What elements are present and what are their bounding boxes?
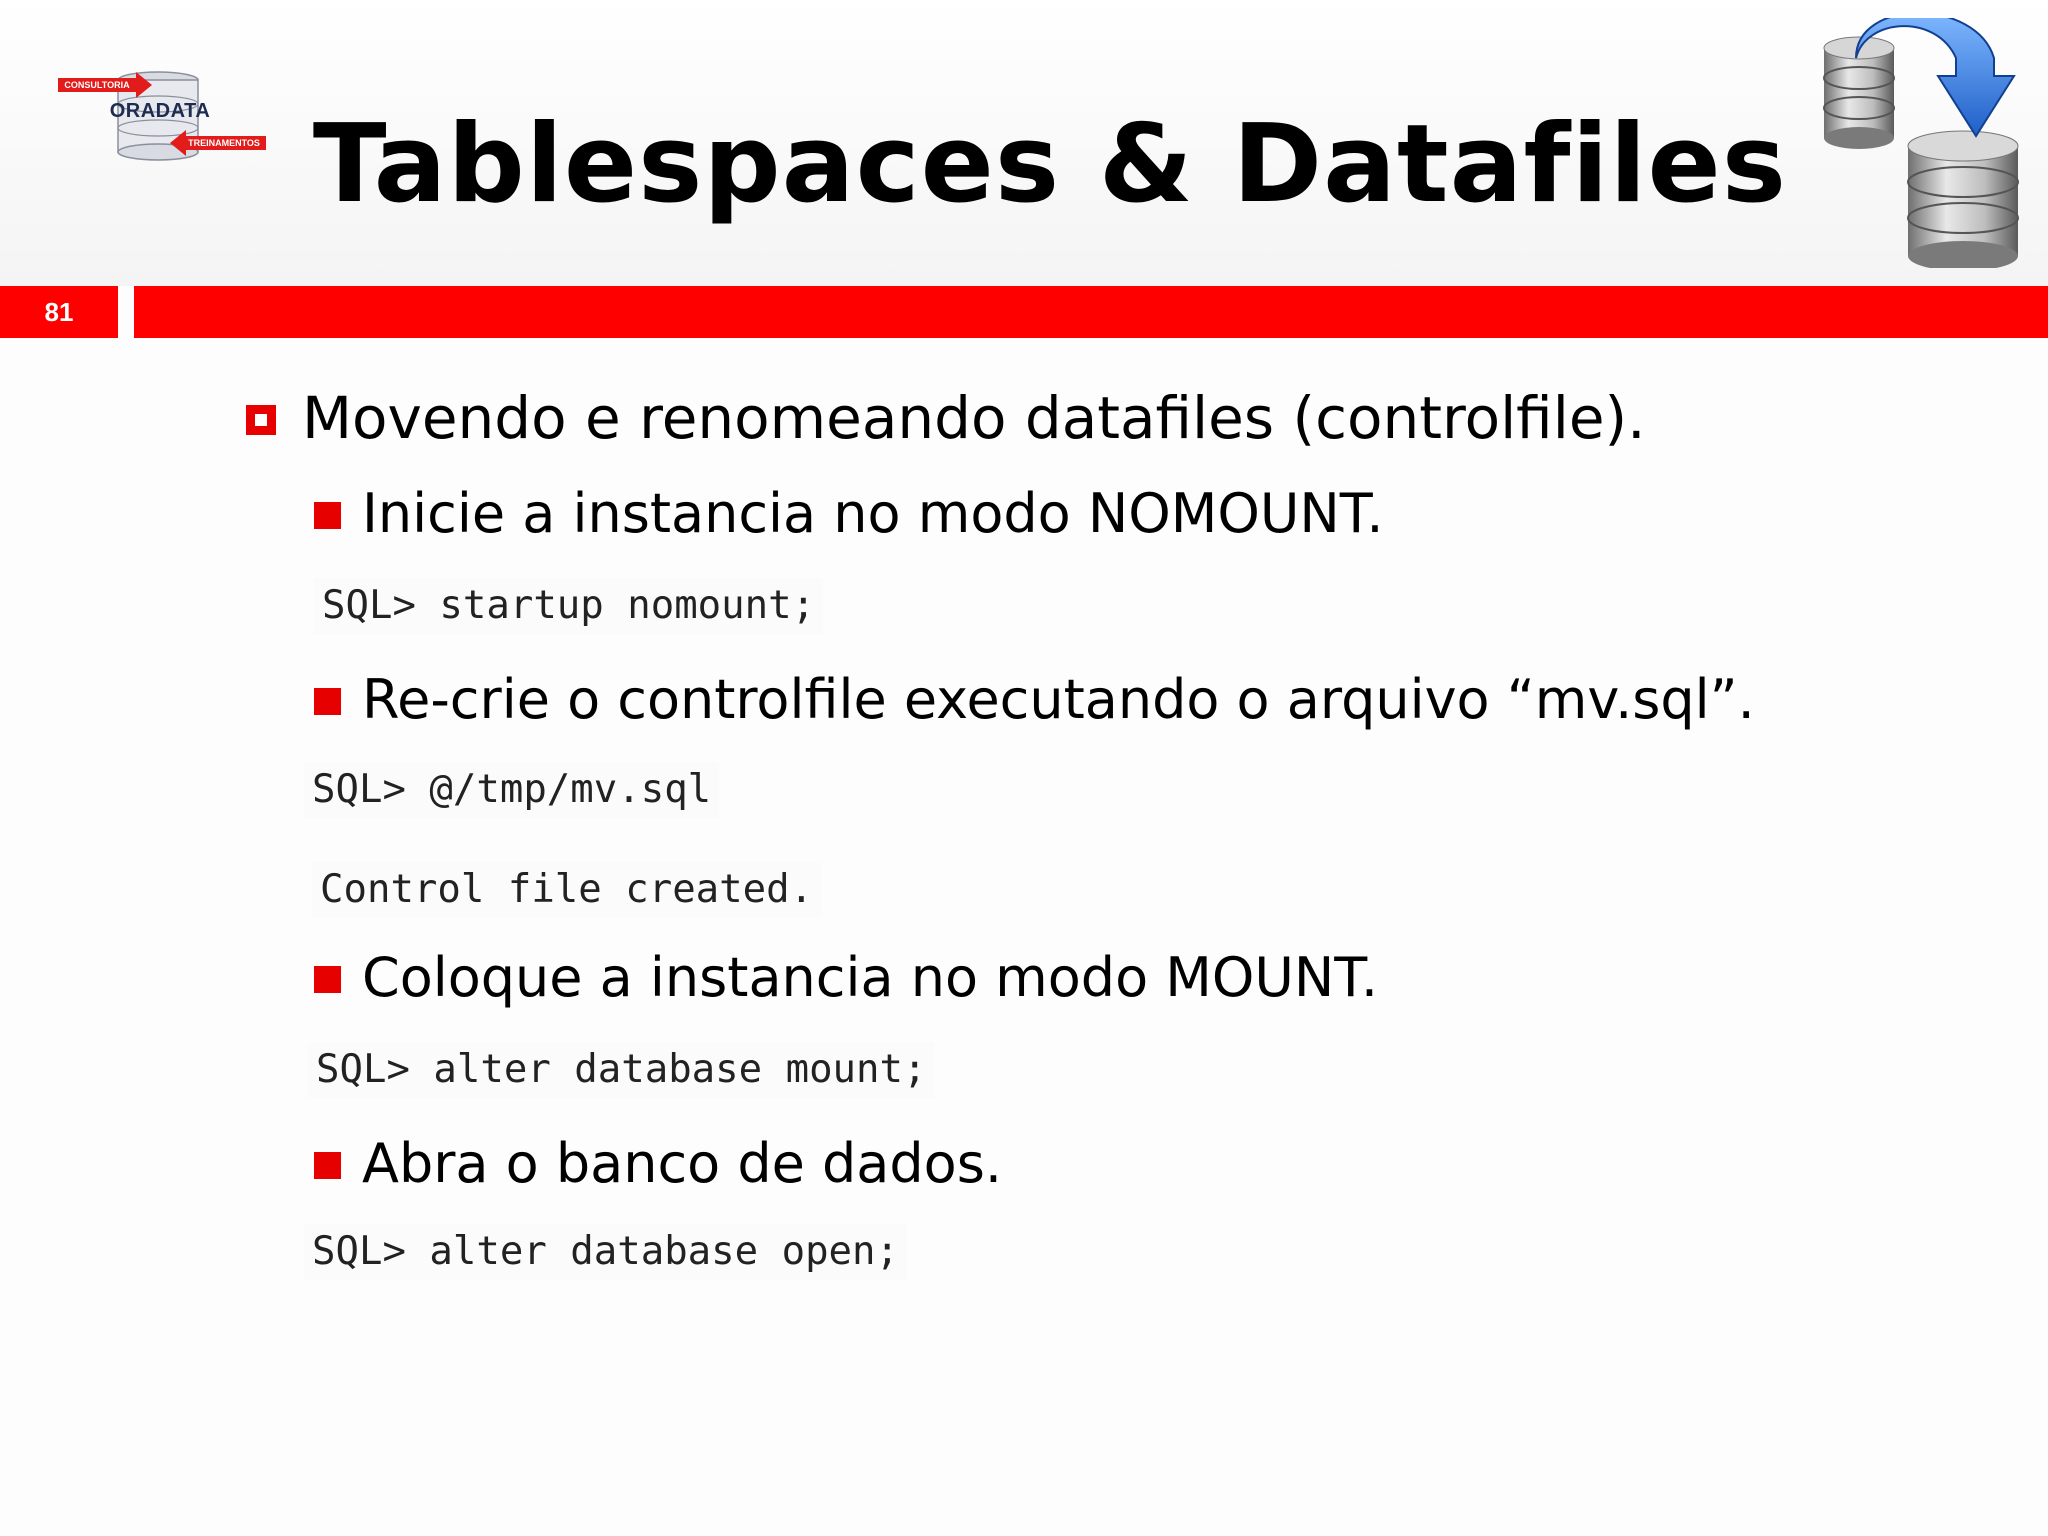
hollow-square-bullet-icon xyxy=(246,405,276,435)
code-startup-nomount: SQL> startup nomount; xyxy=(314,578,823,634)
square-bullet-icon xyxy=(314,502,341,529)
code-run-mv-sql: SQL> @/tmp/mv.sql xyxy=(304,762,719,818)
square-bullet-icon xyxy=(314,688,341,715)
step-2 xyxy=(314,664,1814,736)
database-move-icon xyxy=(1816,18,2026,268)
step-text: Abra o banco de dados. xyxy=(362,1132,1003,1195)
step-text: Coloque a instancia no modo MOUNT. xyxy=(362,946,1379,1009)
code-alter-mount: SQL> alter database mount; xyxy=(308,1042,934,1098)
logo-name: ORADATA xyxy=(109,100,211,122)
square-bullet-icon xyxy=(314,1152,341,1179)
step-3 xyxy=(314,942,1814,1014)
step-text: Re-crie o controlfile executando o arquivo “mv.sql”. xyxy=(362,668,1755,731)
main-bullet xyxy=(246,378,1946,458)
step-text: Inicie a instancia no modo NOMOUNT. xyxy=(362,482,1384,545)
step-1 xyxy=(314,478,1814,550)
slide-number: 81 xyxy=(0,286,118,338)
slide-title: Tablespaces & Datafiles xyxy=(312,102,1788,227)
logo-tag-treinamentos: TREINAMENTOS xyxy=(188,138,260,148)
square-bullet-icon xyxy=(314,966,341,993)
code-alter-open: SQL> alter database open; xyxy=(304,1224,907,1280)
header-divider-bar xyxy=(134,286,2048,338)
logo-tag-consultoria: CONSULTORIA xyxy=(64,80,130,90)
oradata-logo xyxy=(52,66,272,166)
code-output-control-file: Control file created. xyxy=(312,862,821,918)
main-bullet-text: Movendo e renomeando datafiles (controlfile). xyxy=(302,384,1646,452)
step-4 xyxy=(314,1128,1814,1200)
